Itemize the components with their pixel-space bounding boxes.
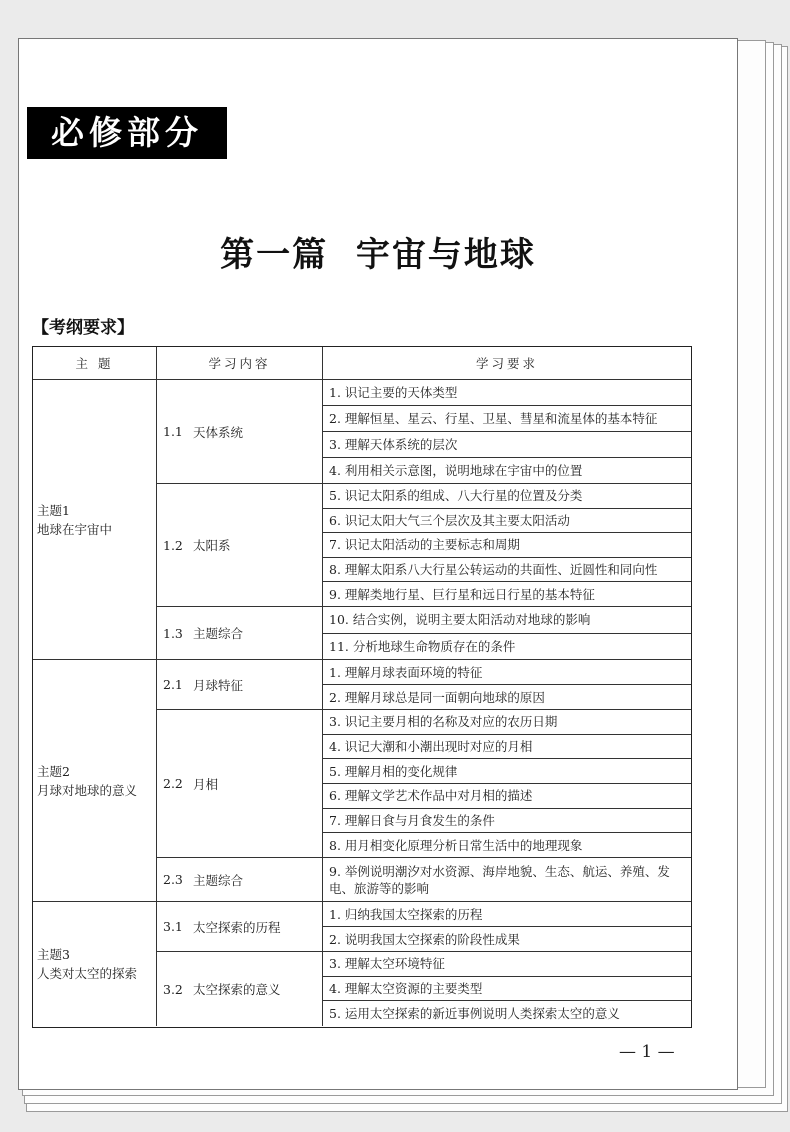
content-cell <box>157 380 323 484</box>
requirement-item: 3. 识记主要月相的名称及对应的农历日期 <box>323 710 691 735</box>
requirement-item: 9. 举例说明潮汐对水资源、海岸地貌、生态、航运、养殖、发电、旅游等的影响 <box>323 858 691 902</box>
page-title: 第一篇 宇宙与地球 <box>220 235 536 275</box>
section-banner: 必修部分 <box>27 107 227 159</box>
requirement-item: 5. 识记太阳系的组成、八大行星的位置及分类 <box>323 484 691 509</box>
content-label: 太空探索的历程 <box>193 919 281 935</box>
content-number: 1.3 <box>163 625 183 641</box>
requirement-item: 8. 用月相变化原理分析日常生活中的地理现象 <box>323 833 691 858</box>
content-cell <box>157 484 323 607</box>
theme-number: 主题2 <box>37 763 70 779</box>
header-theme: 主 题 <box>33 347 157 380</box>
requirement-item: 6. 识记太阳大气三个层次及其主要太阳活动 <box>323 509 691 534</box>
header-requirements: 学习要求 <box>323 347 691 380</box>
textbook-page <box>18 38 738 1090</box>
theme-name: 地球在宇宙中 <box>37 521 113 537</box>
requirement-item: 4. 识记大潮和小潮出现时对应的月相 <box>323 735 691 760</box>
content-cell <box>157 858 323 902</box>
requirement-item: 5. 理解月相的变化规律 <box>323 759 691 784</box>
requirement-item: 8. 理解太阳系八大行星公转运动的共面性、近圆性和同向性 <box>323 558 691 583</box>
theme-name: 月球对地球的意义 <box>37 782 138 798</box>
requirement-item: 6. 理解文学艺术作品中对月相的描述 <box>323 784 691 809</box>
theme-name: 人类对太空的探索 <box>37 966 138 981</box>
syllabus-table <box>32 346 692 1028</box>
content-label: 主题综合 <box>193 626 244 641</box>
theme-cell <box>33 902 157 1026</box>
content-number: 2.1 <box>163 677 183 692</box>
requirement-item: 1. 理解月球表面环境的特征 <box>323 660 691 685</box>
content-label: 天体系统 <box>193 424 244 440</box>
requirement-item: 2. 理解恒星、星云、行星、卫星、彗星和流星体的基本特征 <box>323 406 691 432</box>
requirement-item: 3. 理解天体系统的层次 <box>323 432 691 458</box>
requirement-item: 7. 识记太阳活动的主要标志和周期 <box>323 533 691 558</box>
content-number: 3.1 <box>163 919 183 934</box>
content-number: 3.2 <box>163 981 183 997</box>
content-cell <box>157 710 323 858</box>
content-label: 月相 <box>193 776 219 792</box>
page-number: — 1 — <box>619 1042 675 1062</box>
requirement-item: 4. 理解太空资源的主要类型 <box>323 977 691 1002</box>
content-label: 月球特征 <box>193 677 244 693</box>
theme-number: 主题1 <box>37 502 70 518</box>
content-label: 太空探索的意义 <box>193 982 281 997</box>
requirement-item: 3. 理解太空环境特征 <box>323 952 691 977</box>
requirement-item: 1. 归纳我国太空探索的历程 <box>323 902 691 927</box>
theme-cell <box>33 660 157 902</box>
content-cell <box>157 902 323 952</box>
content-label: 太阳系 <box>193 538 231 553</box>
requirement-item: 7. 理解日食与月食发生的条件 <box>323 809 691 834</box>
requirement-item: 4. 利用相关示意图，说明地球在宇宙中的位置 <box>323 458 691 484</box>
content-number: 2.3 <box>163 872 183 887</box>
requirement-item: 9. 理解类地行星、巨行星和远日行星的基本特征 <box>323 582 691 607</box>
theme-cell <box>33 380 157 660</box>
section-label: 【考纲要求】 <box>32 318 134 338</box>
content-number: 1.1 <box>163 424 183 439</box>
content-number: 1.2 <box>163 537 183 553</box>
requirement-item: 2. 理解月球总是同一面朝向地球的原因 <box>323 685 691 710</box>
content-cell <box>157 660 323 710</box>
content-number: 2.2 <box>163 776 183 791</box>
requirement-item: 5. 运用太空探索的新近事例说明人类探索太空的意义 <box>329 1006 620 1022</box>
content-cell <box>157 607 323 660</box>
theme-number: 主题3 <box>37 947 70 962</box>
content-label: 主题综合 <box>193 872 244 888</box>
requirement-item: 10. 结合实例，说明主要太阳活动对地球的影响 <box>323 607 691 634</box>
header-content: 学习内容 <box>157 347 323 380</box>
requirement-item: 1. 识记主要的天体类型 <box>323 380 691 406</box>
requirement-item: 2. 说明我国太空探索的阶段性成果 <box>323 927 691 952</box>
requirement-item: 11. 分析地球生命物质存在的条件 <box>323 634 691 661</box>
content-cell <box>157 952 323 1026</box>
